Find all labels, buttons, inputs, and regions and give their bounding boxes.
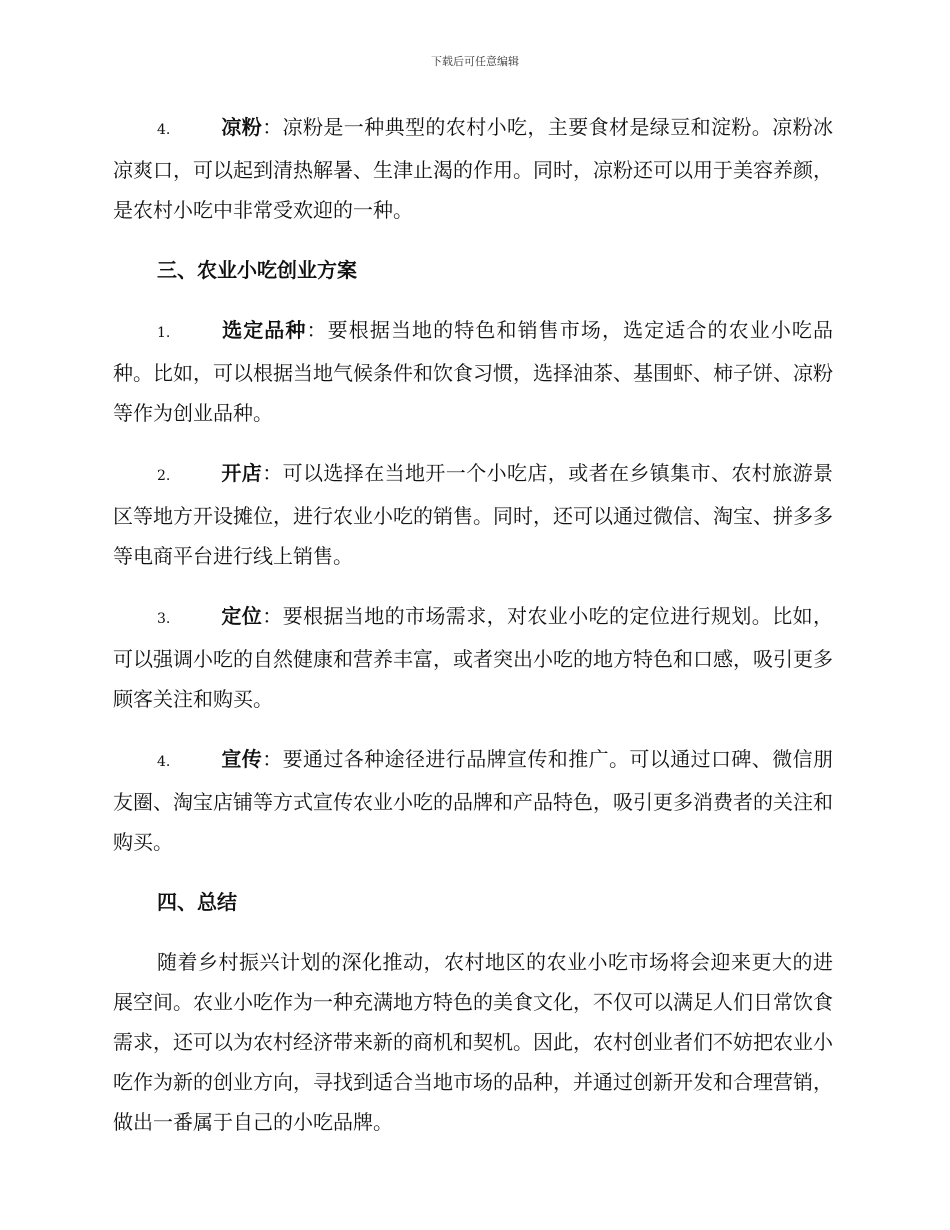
page-header: 下载后可任意编辑 bbox=[431, 55, 519, 68]
item-term: 定位 bbox=[221, 604, 263, 628]
summary-paragraph: 随着乡村振兴计划的深化推动，农村地区的农业小吃市场将会迎来更大的进展空间。农业小吃作为一种充满地方特色的美食文化，不仅可以满足人们日常饮食需求，还可以为农村经济带来新的商机和契机。因此，农村创业者们不妨把农业小吃作为新的创业方向，寻找到适合当地市场的品种，并通过创新开发和合理营销，做出一番属于自己的小吃品牌。 bbox=[113, 950, 833, 1134]
list-item-variety bbox=[113, 310, 833, 433]
list-item-liangfen bbox=[113, 107, 833, 230]
item-number: 2. bbox=[157, 468, 171, 484]
item-separator: ： bbox=[262, 115, 283, 139]
item-number: 4. bbox=[157, 122, 171, 138]
item-text: 要通过各种途径进行品牌宣传和推广。可以通过口碑、微信朋友圈、淘宝店铺等方式宣传农业小吃的品牌和产品特色，吸引更多消费者的关注和购买。 bbox=[113, 747, 834, 854]
section-heading-plan: 三、农业小吃创业方案 bbox=[157, 258, 357, 282]
item-separator: ： bbox=[262, 461, 283, 485]
item-text: 要根据当地的市场需求，对农业小吃的定位进行规划。比如，可以强调小吃的自然健康和营养丰富，或者突出小吃的地方特色和口感，吸引更多顾客关注和购买。 bbox=[113, 604, 834, 711]
item-text: 要根据当地的特色和销售市场，选定适合的农业小吃品种。比如，可以根据当地气候条件和饮食习惯，选择油茶、基围虾、柿子饼、凉粉等作为创业品种。 bbox=[113, 318, 834, 425]
item-term: 宣传 bbox=[221, 747, 263, 771]
document-body bbox=[113, 107, 833, 1142]
item-number: 3. bbox=[157, 611, 171, 627]
item-separator: ： bbox=[262, 747, 283, 771]
item-number: 1. bbox=[157, 325, 171, 341]
item-separator: ： bbox=[306, 318, 328, 342]
item-text: 凉粉是一种典型的农村小吃，主要食材是绿豆和淀粉。凉粉冰凉爽口，可以起到清热解暑、生津止渴的作用。同时，凉粉还可以用于美容养颜，是农村小吃中非常受欢迎的一种。 bbox=[113, 115, 834, 222]
item-separator: ： bbox=[262, 604, 283, 628]
list-item-promotion bbox=[113, 739, 833, 862]
item-term: 凉粉 bbox=[221, 115, 263, 139]
section-heading-summary: 四、总结 bbox=[157, 890, 237, 914]
list-item-positioning bbox=[113, 596, 833, 719]
item-text: 可以选择在当地开一个小吃店，或者在乡镇集市、农村旅游景区等地方开设摊位，进行农业小吃的销售。同时，还可以通过微信、淘宝、拼多多等电商平台进行线上销售。 bbox=[113, 461, 834, 568]
list-item-shop bbox=[113, 453, 833, 576]
item-number: 4. bbox=[157, 754, 171, 770]
item-term: 选定品种 bbox=[221, 318, 307, 342]
item-term: 开店 bbox=[221, 461, 263, 485]
